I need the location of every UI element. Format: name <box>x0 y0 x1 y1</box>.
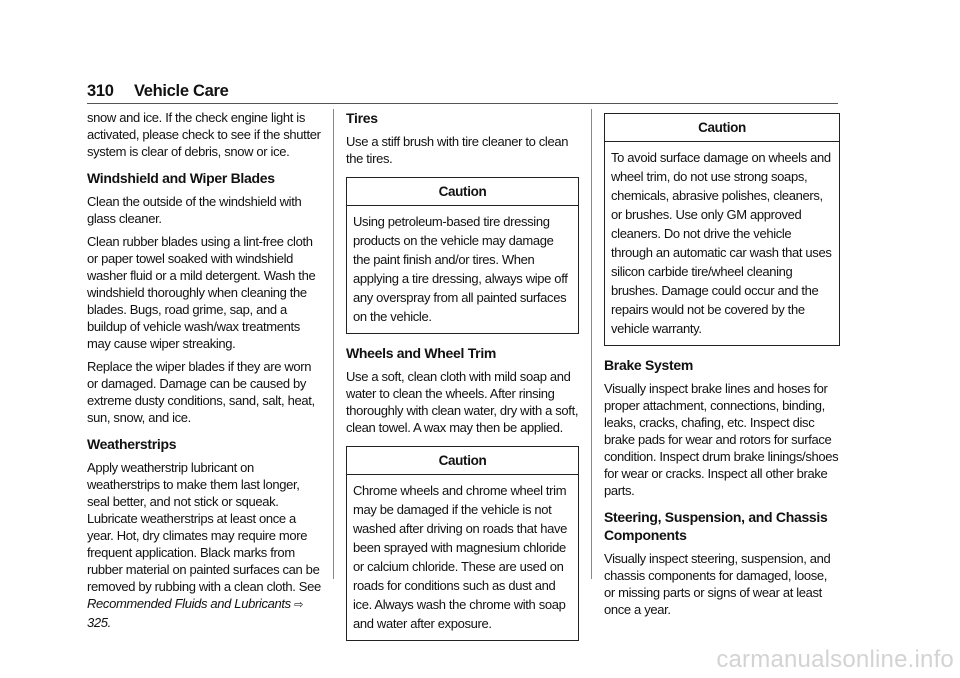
tires-heading: Tires <box>346 110 378 126</box>
page-reference-number: 325. <box>87 615 111 630</box>
wheels-paragraph: Use a soft, clean cloth with mild soap and water to clean the wheels. After rinsing thoroughly with clean water, dry with a soft, clean towel. A wax may then be applied. <box>346 369 579 435</box>
column-2 <box>346 109 579 651</box>
column-divider-right <box>591 109 592 579</box>
brake-paragraph: Visually inspect brake lines and hoses for proper attachment, connections, binding, leaks, cracks, chafing, etc. Inspect disc brake pads for wear and rotors for surface condition. Inspect drum brake linings/shoes for wear or cracks. Inspect all other brake parts. <box>604 381 839 498</box>
steering-heading: Steering, Suspension, and Chassis Components <box>604 509 828 543</box>
tires-paragraph: Use a stiff brush with tire cleaner to clean the tires. <box>346 134 569 166</box>
caution-title: Caution <box>347 178 578 206</box>
caution-text: To avoid surface damage on wheels and wheel trim, do not use strong soaps, chemicals, abrasive polishes, cleaners, or brushes. Use only GM approved cleaners. Do not drive the vehicle through an automatic car wash that uses silicon carbide tire/wheel cleaning brushes. Damage could occur and the repairs would not be covered by the vehicle warranty. <box>611 150 832 336</box>
column-1 <box>87 109 322 637</box>
weatherstrips-paragraph <box>87 459 322 631</box>
wheels-heading: Wheels and Wheel Trim <box>346 345 497 361</box>
fluids-lubricants-link[interactable]: Recommended Fluids and Lubricants <box>87 596 291 611</box>
column-3 <box>604 109 840 624</box>
page-reference-arrow-icon: ⇨ <box>294 599 303 611</box>
caution-title: Caution <box>605 114 839 142</box>
column-divider-left <box>333 109 334 579</box>
windshield-paragraph-1: Clean the outside of the windshield with glass cleaner. <box>87 194 302 226</box>
caution-title: Caution <box>347 447 578 475</box>
tires-caution-box <box>346 177 579 334</box>
page-number: 310 <box>87 82 114 100</box>
section-title: Vehicle Care <box>133 82 229 100</box>
intro-paragraph: snow and ice. If the check engine light is activated, please check to see if the shutter system is clear of debris, snow or ice. <box>87 110 321 159</box>
wheels-caution-box <box>346 446 579 641</box>
steering-paragraph: Visually inspect steering, suspension, and chassis components for damaged, loose, or missing parts or signs of wear at least once a year. <box>604 551 831 617</box>
watermark: carmanualsonline.info <box>716 646 954 673</box>
brake-heading: Brake System <box>604 357 694 373</box>
windshield-paragraph-3: Replace the wiper blades if they are worn or damaged. Damage can be caused by extreme dusty conditions, sand, salt, heat, sun, snow, and ice. <box>87 359 315 425</box>
caution-text: Using petroleum-based tire dressing products on the vehicle may damage the paint finish and/or tires. When applying a tire dressing, always wipe off any overspray from all painted surfaces on the vehicle. <box>353 214 568 324</box>
windshield-heading: Windshield and Wiper Blades <box>87 170 275 186</box>
weatherstrips-text: Apply weatherstrip lubricant on weatherstrips to make them last longer, seal better, and not stick or squeak. Lubricate weatherstrips at least once a year. Hot, dry climates may require more frequent application. Black marks from rubber material on painted surfaces can be removed by rubbing with a clean cloth. See <box>87 460 321 594</box>
weatherstrips-heading: Weatherstrips <box>87 436 177 452</box>
header-rule <box>87 103 838 104</box>
caution-text: Chrome wheels and chrome wheel trim may be damaged if the vehicle is not washed after driving on roads that have been sprayed with magnesium chloride or calcium chloride. These are used on roads for conditions such as dust and ice. Always wash the chrome with soap and water after exposure. <box>353 483 567 631</box>
page-header <box>87 82 228 101</box>
wheel-trim-caution-box <box>604 113 840 346</box>
windshield-paragraph-2: Clean rubber blades using a lint-free cloth or paper towel soaked with windshield washer fluid or a mild detergent. Wash the windshield thoroughly when cleaning the blades. Bugs, road grime, sap, and a buildup of vehicle wash/wax treatments may cause wiper streaking. <box>87 234 316 351</box>
